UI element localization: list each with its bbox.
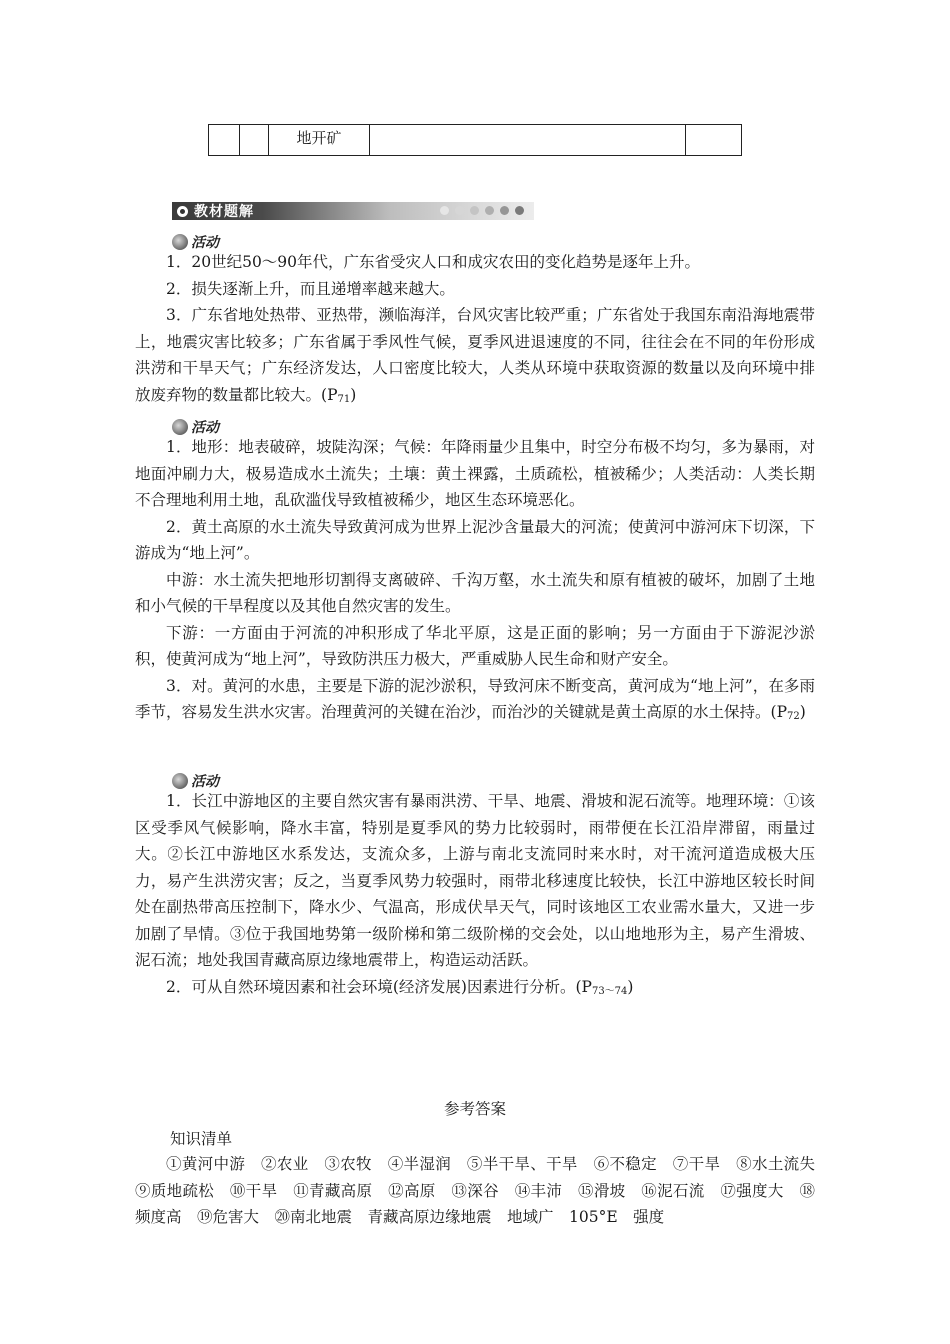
table-cell: 地开矿 <box>269 125 370 156</box>
answers-list: ①黄河中游 ②农业 ③农牧 ④半湿润 ⑤半干旱、干旱 ⑥不稳定 ⑦干旱 ⑧水土流失 ⑨质地疏松 ⑩干旱 ⑪青藏高原 ⑫高原 ⑬深谷 ⑭丰沛 ⑮滑坡 ⑯泥石流 ⑰强度大 ⑱频度高 ⑲危害大 ⑳南北地震 青藏高原边缘地震 地域广 105°E 强度 <box>135 1155 831 1226</box>
paragraph: 1．长江中游地区的主要自然灾害有暴雨洪涝、干旱、地震、滑坡和泥石流等。地理环境：①该区受季风气候影响，降水丰富，特别是夏季风的势力比较弱时，雨带便在长江沿岸滞留，雨量过大。②长江中游地区水系发达，支流众多，上游与南北支流同时来水时，对干流河道造成极大压力，易产生洪涝灾害；反之，当夏季风势力较强时，雨带北移速度比较快，长江中游地区较长时间处在副热带高压控制下，降水少、气温高，形成伏旱天气，同时该地区工农业需水量大，又进一步加剧了旱情。③位于我国地势第一级阶梯和第二级阶梯的交会处，以山地地形为主，易产生滑坡、泥石流；地处我国青藏高原边缘地震带上，构造运动活跃。 <box>135 792 815 969</box>
page-ref: $(P_{71})$ <box>321 385 357 405</box>
answers-subtitle: 知识清单 <box>170 1130 233 1148</box>
activity-label: 活动 <box>172 418 219 436</box>
dot-icon <box>440 206 449 215</box>
activity-label: 活动 <box>172 772 219 790</box>
activity-3-text <box>135 788 815 1005</box>
page-ref: $(P_{72})$ <box>770 703 806 722</box>
paragraph: 中游：水土流失把地形切割得支离破碎、千沟万壑，水土流失和原有植被的破坏，加剧了土地和小气候的干旱程度以及其他自然灾害的发生。 <box>135 570 815 615</box>
dot-icon <box>500 206 509 215</box>
dot-icon <box>485 206 494 215</box>
decorative-dots <box>440 206 524 215</box>
dot-icon <box>470 206 479 215</box>
paragraph: 2．黄土高原的水土流失导致黄河成为世界上泥沙含量最大的河流；使黄河中游河床下切深，下游成为“地上河”。 <box>135 517 815 562</box>
paragraph: 1．地形：地表破碎，坡陡沟深；气候：年降雨量少且集中，时空分布极不均匀，多为暴雨，对地面冲刷力大，极易造成水土流失；土壤：黄土裸露，土质疏松，植被稀少；人类活动：人类长期不合理地利用土地，乱砍滥伐导致植被稀少，地区生态环境恶化。 <box>135 438 815 509</box>
page-ref: $(P_{73\sim 74})$ <box>575 977 634 997</box>
answers-title: 参考答案 <box>443 1100 506 1118</box>
bullet-icon <box>177 206 188 217</box>
table-row <box>209 125 742 156</box>
section-title: 教材题解 <box>194 204 254 220</box>
activity-1-text <box>135 249 815 413</box>
activity-icon <box>172 234 188 250</box>
dot-icon <box>515 206 524 215</box>
table-cell <box>240 125 269 156</box>
paragraph: 2．可从自然环境因素和社会环境(经济发展)因素进行分析。$(P_{73\sim 74})$ <box>166 977 634 997</box>
activity-icon <box>172 419 188 435</box>
table-cell <box>686 125 742 156</box>
paragraph: 下游：一方面由于河流的冲积形成了华北平原，这是正面的影响；另一方面由于下游泥沙淤积，使黄河成为“地上河”，导致防洪压力极大，严重威胁人民生命和财产安全。 <box>135 623 815 668</box>
paragraph: 1．20世纪50～90年代，广东省受灾人口和成灾农田的变化趋势是逐年上升。 <box>166 253 701 271</box>
table-cell <box>209 125 240 156</box>
paragraph: 3．广东省地处热带、亚热带，濒临海洋，台风灾害比较严重；广东省处于我国东南沿海地震带上，地震灾害比较多；广东省属于季风性气候，夏季风进退速度的不同，往往会在不同的年份形成洪涝和干旱天气；广东经济发达，人口密度比较大，人类从环境中获取资源的数量以及向环境中排放废弃物的数量都比较大。$(P_{71})$ <box>135 306 815 405</box>
section-header <box>172 202 534 220</box>
dot-icon <box>455 206 464 215</box>
activity-label: 活动 <box>172 233 219 251</box>
table-fragment <box>208 124 742 156</box>
activity-2-text <box>135 434 815 731</box>
table-cell <box>370 125 686 156</box>
activity-icon <box>172 773 188 789</box>
paragraph: 3．对。黄河的水患，主要是下游的泥沙淤积，导致河床不断变高，黄河成为“地上河”，在多雨季节，容易发生洪水灾害。治理黄河的关键在治沙，而治沙的关键就是黄土高原的水土保持。$(P_{72})$ <box>135 676 815 722</box>
paragraph: 2．损失逐渐上升，而且递增率越来越大。 <box>166 279 455 298</box>
